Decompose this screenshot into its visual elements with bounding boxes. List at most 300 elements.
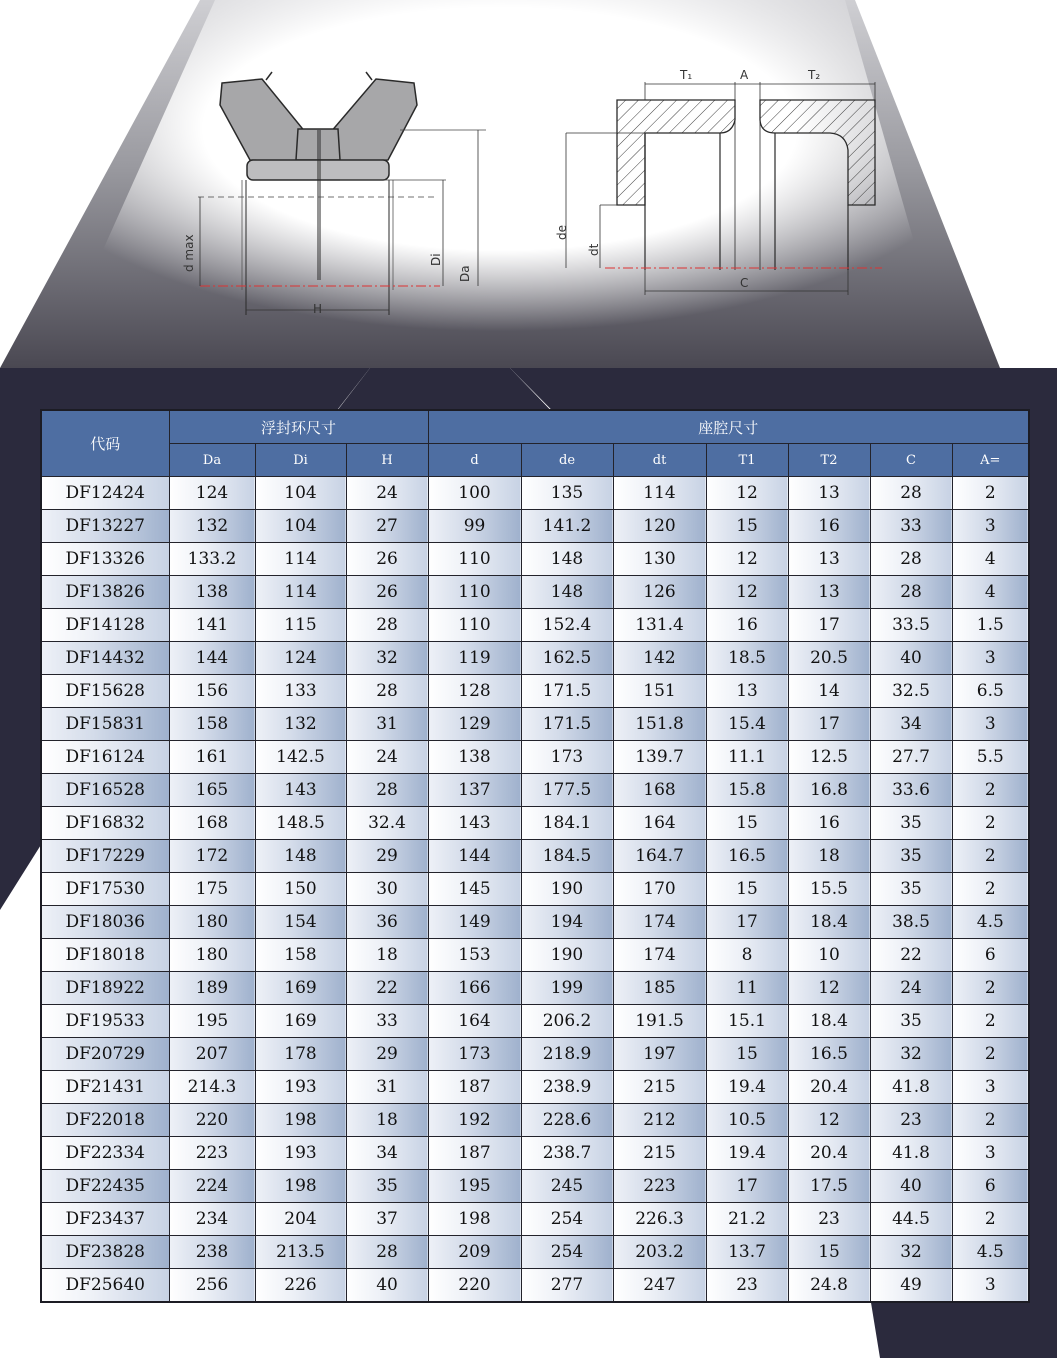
value-cell: 139.7: [613, 741, 706, 774]
value-cell: 161: [169, 741, 255, 774]
value-cell: 3: [952, 1269, 1029, 1303]
value-cell: 31: [346, 1071, 428, 1104]
column-header: Da: [169, 444, 255, 477]
value-cell: 12: [706, 576, 788, 609]
value-cell: 2: [952, 1104, 1029, 1137]
value-cell: 16: [788, 510, 870, 543]
value-cell: 148: [521, 543, 613, 576]
table-row: [41, 1104, 1029, 1137]
value-cell: 168: [169, 807, 255, 840]
column-header: T2: [788, 444, 870, 477]
column-header: T1: [706, 444, 788, 477]
value-cell: 17: [706, 906, 788, 939]
value-cell: 19.4: [706, 1137, 788, 1170]
code-cell: DF18922: [41, 972, 169, 1005]
value-cell: 12: [706, 477, 788, 510]
value-cell: 20.5: [788, 642, 870, 675]
code-cell: DF22018: [41, 1104, 169, 1137]
value-cell: 164.7: [613, 840, 706, 873]
value-cell: 3: [952, 642, 1029, 675]
value-cell: 28: [346, 774, 428, 807]
value-cell: 36: [346, 906, 428, 939]
value-cell: 26: [346, 576, 428, 609]
value-cell: 133.2: [169, 543, 255, 576]
code-cell: DF17530: [41, 873, 169, 906]
value-cell: 17.5: [788, 1170, 870, 1203]
code-cell: DF13326: [41, 543, 169, 576]
value-cell: 234: [169, 1203, 255, 1236]
value-cell: 156: [169, 675, 255, 708]
table-row: [41, 972, 1029, 1005]
table-row: [41, 741, 1029, 774]
table-row: [41, 675, 1029, 708]
dmax-label: d max: [182, 234, 196, 272]
value-cell: 209: [428, 1236, 521, 1269]
value-cell: 215: [613, 1071, 706, 1104]
value-cell: 18: [788, 840, 870, 873]
value-cell: 168: [613, 774, 706, 807]
table-row: [41, 807, 1029, 840]
column-header: de: [521, 444, 613, 477]
value-cell: 191.5: [613, 1005, 706, 1038]
spec-table: [40, 409, 1030, 1303]
value-cell: 184.5: [521, 840, 613, 873]
value-cell: 44.5: [870, 1203, 952, 1236]
value-cell: 26: [346, 543, 428, 576]
value-cell: 11: [706, 972, 788, 1005]
c-label: C: [740, 276, 749, 290]
value-cell: 38.5: [870, 906, 952, 939]
table-row: [41, 939, 1029, 972]
value-cell: 99: [428, 510, 521, 543]
value-cell: 166: [428, 972, 521, 1005]
value-cell: 135: [521, 477, 613, 510]
value-cell: 197: [613, 1038, 706, 1071]
value-cell: 195: [428, 1170, 521, 1203]
value-cell: 2: [952, 1203, 1029, 1236]
value-cell: 133: [255, 675, 346, 708]
code-cell: DF13826: [41, 576, 169, 609]
value-cell: 28: [346, 609, 428, 642]
value-cell: 120: [613, 510, 706, 543]
value-cell: 178: [255, 1038, 346, 1071]
value-cell: 34: [870, 708, 952, 741]
value-cell: 137: [428, 774, 521, 807]
value-cell: 4: [952, 576, 1029, 609]
value-cell: 35: [870, 840, 952, 873]
value-cell: 13: [788, 543, 870, 576]
value-cell: 277: [521, 1269, 613, 1303]
h-label: H: [313, 302, 323, 316]
value-cell: 18: [346, 1104, 428, 1137]
cavity-left-housing: [617, 100, 735, 205]
table-row: [41, 906, 1029, 939]
value-cell: 193: [255, 1137, 346, 1170]
value-cell: 212: [613, 1104, 706, 1137]
value-cell: 104: [255, 510, 346, 543]
column-header: A=: [952, 444, 1029, 477]
value-cell: 18.5: [706, 642, 788, 675]
value-cell: 174: [613, 939, 706, 972]
value-cell: 129: [428, 708, 521, 741]
value-cell: 144: [169, 642, 255, 675]
value-cell: 114: [255, 576, 346, 609]
value-cell: 15.8: [706, 774, 788, 807]
value-cell: 27: [346, 510, 428, 543]
value-cell: 2: [952, 807, 1029, 840]
value-cell: 148: [255, 840, 346, 873]
value-cell: 8: [706, 939, 788, 972]
value-cell: 12: [788, 972, 870, 1005]
value-cell: 141: [169, 609, 255, 642]
value-cell: 226.3: [613, 1203, 706, 1236]
value-cell: 228.6: [521, 1104, 613, 1137]
value-cell: 22: [346, 972, 428, 1005]
value-cell: 162.5: [521, 642, 613, 675]
value-cell: 194: [521, 906, 613, 939]
code-cell: DF20729: [41, 1038, 169, 1071]
value-cell: 169: [255, 1005, 346, 1038]
value-cell: 24.8: [788, 1269, 870, 1303]
value-cell: 4: [952, 543, 1029, 576]
value-cell: 3: [952, 708, 1029, 741]
value-cell: 4.5: [952, 906, 1029, 939]
value-cell: 37: [346, 1203, 428, 1236]
table-row: [41, 1203, 1029, 1236]
value-cell: 24: [870, 972, 952, 1005]
value-cell: 15.1: [706, 1005, 788, 1038]
value-cell: 149: [428, 906, 521, 939]
code-cell: DF16832: [41, 807, 169, 840]
value-cell: 2: [952, 774, 1029, 807]
value-cell: 35: [870, 807, 952, 840]
value-cell: 174: [613, 906, 706, 939]
value-cell: 148: [521, 576, 613, 609]
value-cell: 144: [428, 840, 521, 873]
code-cell: DF25640: [41, 1269, 169, 1303]
column-header: H: [346, 444, 428, 477]
value-cell: 32: [870, 1236, 952, 1269]
code-cell: DF22435: [41, 1170, 169, 1203]
value-cell: 180: [169, 939, 255, 972]
value-cell: 154: [255, 906, 346, 939]
value-cell: 41.8: [870, 1071, 952, 1104]
value-cell: 171.5: [521, 708, 613, 741]
value-cell: 199: [521, 972, 613, 1005]
value-cell: 190: [521, 939, 613, 972]
table-header: [41, 410, 1029, 477]
de-label: de: [555, 225, 569, 240]
value-cell: 6.5: [952, 675, 1029, 708]
code-cell: DF16124: [41, 741, 169, 774]
value-cell: 2: [952, 873, 1029, 906]
value-cell: 195: [169, 1005, 255, 1038]
value-cell: 198: [255, 1170, 346, 1203]
code-cell: DF16528: [41, 774, 169, 807]
code-cell: DF22334: [41, 1137, 169, 1170]
code-cell: DF14432: [41, 642, 169, 675]
value-cell: 28: [870, 576, 952, 609]
value-cell: 35: [870, 1005, 952, 1038]
value-cell: 19.4: [706, 1071, 788, 1104]
value-cell: 180: [169, 906, 255, 939]
value-cell: 130: [613, 543, 706, 576]
seat-cavity-diagram: [555, 68, 882, 295]
value-cell: 254: [521, 1236, 613, 1269]
value-cell: 238: [169, 1236, 255, 1269]
code-cell: DF23828: [41, 1236, 169, 1269]
value-cell: 115: [255, 609, 346, 642]
value-cell: 14: [788, 675, 870, 708]
code-cell: DF21431: [41, 1071, 169, 1104]
value-cell: 28: [870, 477, 952, 510]
value-cell: 151: [613, 675, 706, 708]
value-cell: 1.5: [952, 609, 1029, 642]
t1-label: T₁: [680, 68, 693, 82]
code-cell: DF18036: [41, 906, 169, 939]
table-row: [41, 774, 1029, 807]
value-cell: 173: [521, 741, 613, 774]
value-cell: 218.9: [521, 1038, 613, 1071]
value-cell: 2: [952, 840, 1029, 873]
value-cell: 124: [169, 477, 255, 510]
value-cell: 16.5: [788, 1038, 870, 1071]
code-cell: DF15628: [41, 675, 169, 708]
value-cell: 32: [870, 1038, 952, 1071]
column-header: C: [870, 444, 952, 477]
value-cell: 32.4: [346, 807, 428, 840]
value-cell: 206.2: [521, 1005, 613, 1038]
value-cell: 153: [428, 939, 521, 972]
value-cell: 13: [788, 576, 870, 609]
value-cell: 158: [255, 939, 346, 972]
value-cell: 30: [346, 873, 428, 906]
code-cell: DF15831: [41, 708, 169, 741]
value-cell: 15: [706, 1038, 788, 1071]
value-cell: 17: [788, 609, 870, 642]
value-cell: 15.4: [706, 708, 788, 741]
code-cell: DF18018: [41, 939, 169, 972]
value-cell: 256: [169, 1269, 255, 1303]
seal-ring-diagram: [182, 72, 486, 316]
table-row: [41, 840, 1029, 873]
value-cell: 16.5: [706, 840, 788, 873]
value-cell: 138: [428, 741, 521, 774]
code-cell: DF12424: [41, 477, 169, 510]
value-cell: 15.5: [788, 873, 870, 906]
value-cell: 28: [346, 1236, 428, 1269]
value-cell: 169: [255, 972, 346, 1005]
value-cell: 150: [255, 873, 346, 906]
value-cell: 143: [428, 807, 521, 840]
value-cell: 165: [169, 774, 255, 807]
value-cell: 142: [613, 642, 706, 675]
value-cell: 100: [428, 477, 521, 510]
code-cell: DF14128: [41, 609, 169, 642]
table-row: [41, 609, 1029, 642]
value-cell: 164: [613, 807, 706, 840]
value-cell: 33: [870, 510, 952, 543]
value-cell: 190: [521, 873, 613, 906]
value-cell: 28: [346, 675, 428, 708]
value-cell: 245: [521, 1170, 613, 1203]
value-cell: 24: [346, 741, 428, 774]
value-cell: 49: [870, 1269, 952, 1303]
code-cell: DF19533: [41, 1005, 169, 1038]
value-cell: 31: [346, 708, 428, 741]
table-row: [41, 1269, 1029, 1303]
value-cell: 35: [346, 1170, 428, 1203]
value-cell: 198: [255, 1104, 346, 1137]
value-cell: 213.5: [255, 1236, 346, 1269]
value-cell: 124: [255, 642, 346, 675]
value-cell: 175: [169, 873, 255, 906]
seal-right-arm: [330, 79, 417, 162]
code-cell: DF13227: [41, 510, 169, 543]
value-cell: 6: [952, 1170, 1029, 1203]
value-cell: 3: [952, 1071, 1029, 1104]
value-cell: 207: [169, 1038, 255, 1071]
t2-label: T₂: [808, 68, 821, 82]
table-row: [41, 1005, 1029, 1038]
value-cell: 177.5: [521, 774, 613, 807]
value-cell: 16: [788, 807, 870, 840]
value-cell: 114: [613, 477, 706, 510]
value-cell: 16.8: [788, 774, 870, 807]
value-cell: 110: [428, 609, 521, 642]
value-cell: 2: [952, 1038, 1029, 1071]
table-row: [41, 477, 1029, 510]
value-cell: 18.4: [788, 906, 870, 939]
value-cell: 24: [346, 477, 428, 510]
value-cell: 40: [870, 642, 952, 675]
value-cell: 40: [346, 1269, 428, 1303]
value-cell: 12: [706, 543, 788, 576]
value-cell: 2: [952, 972, 1029, 1005]
table-row: [41, 510, 1029, 543]
table-row: [41, 708, 1029, 741]
value-cell: 132: [255, 708, 346, 741]
table-row: [41, 1236, 1029, 1269]
value-cell: 187: [428, 1071, 521, 1104]
value-cell: 223: [613, 1170, 706, 1203]
value-cell: 29: [346, 840, 428, 873]
column-header: Di: [255, 444, 346, 477]
value-cell: 198: [428, 1203, 521, 1236]
value-cell: 226: [255, 1269, 346, 1303]
value-cell: 13: [788, 477, 870, 510]
value-cell: 17: [788, 708, 870, 741]
value-cell: 164: [428, 1005, 521, 1038]
value-cell: 110: [428, 576, 521, 609]
value-cell: 148.5: [255, 807, 346, 840]
value-cell: 22: [870, 939, 952, 972]
value-cell: 35: [870, 873, 952, 906]
da-label: Da: [458, 265, 472, 282]
dt-label: dt: [587, 243, 601, 256]
value-cell: 12: [788, 1104, 870, 1137]
value-cell: 173: [428, 1038, 521, 1071]
value-cell: 171.5: [521, 675, 613, 708]
column-header-row: [41, 444, 1029, 477]
code-cell: DF23437: [41, 1203, 169, 1236]
value-cell: 33.6: [870, 774, 952, 807]
table-row: [41, 1071, 1029, 1104]
value-cell: 3: [952, 1137, 1029, 1170]
cavity-right-housing: [760, 100, 875, 205]
value-cell: 2: [952, 1005, 1029, 1038]
value-cell: 13.7: [706, 1236, 788, 1269]
value-cell: 143: [255, 774, 346, 807]
value-cell: 3: [952, 510, 1029, 543]
value-cell: 114: [255, 543, 346, 576]
column-header: d: [428, 444, 521, 477]
value-cell: 10: [788, 939, 870, 972]
value-cell: 2: [952, 477, 1029, 510]
value-cell: 247: [613, 1269, 706, 1303]
value-cell: 185: [613, 972, 706, 1005]
value-cell: 23: [870, 1104, 952, 1137]
value-cell: 223: [169, 1137, 255, 1170]
value-cell: 184.1: [521, 807, 613, 840]
header-group-row: [41, 410, 1029, 444]
table-row: [41, 1038, 1029, 1071]
value-cell: 131.4: [613, 609, 706, 642]
value-cell: 254: [521, 1203, 613, 1236]
value-cell: 41.8: [870, 1137, 952, 1170]
table-row: [41, 1137, 1029, 1170]
value-cell: 110: [428, 543, 521, 576]
value-cell: 170: [613, 873, 706, 906]
value-cell: 224: [169, 1170, 255, 1203]
value-cell: 238.9: [521, 1071, 613, 1104]
value-cell: 158: [169, 708, 255, 741]
value-cell: 18.4: [788, 1005, 870, 1038]
seal-group-header: 浮封环尺寸: [169, 410, 428, 444]
value-cell: 33: [346, 1005, 428, 1038]
value-cell: 126: [613, 576, 706, 609]
value-cell: 215: [613, 1137, 706, 1170]
table-row: [41, 642, 1029, 675]
value-cell: 16: [706, 609, 788, 642]
value-cell: 151.8: [613, 708, 706, 741]
value-cell: 40: [870, 1170, 952, 1203]
code-header: 代码: [41, 410, 169, 477]
value-cell: 29: [346, 1038, 428, 1071]
table-row: [41, 1170, 1029, 1203]
table-row: [41, 543, 1029, 576]
value-cell: 172: [169, 840, 255, 873]
value-cell: 189: [169, 972, 255, 1005]
value-cell: 15: [706, 807, 788, 840]
value-cell: 220: [169, 1104, 255, 1137]
value-cell: 32.5: [870, 675, 952, 708]
value-cell: 193: [255, 1071, 346, 1104]
value-cell: 145: [428, 873, 521, 906]
seal-left-arm: [220, 79, 306, 162]
value-cell: 18: [346, 939, 428, 972]
value-cell: 17: [706, 1170, 788, 1203]
value-cell: 138: [169, 576, 255, 609]
value-cell: 13: [706, 675, 788, 708]
value-cell: 20.4: [788, 1137, 870, 1170]
value-cell: 15: [706, 873, 788, 906]
value-cell: 214.3: [169, 1071, 255, 1104]
code-cell: DF17229: [41, 840, 169, 873]
value-cell: 21.2: [706, 1203, 788, 1236]
value-cell: 141.2: [521, 510, 613, 543]
value-cell: 104: [255, 477, 346, 510]
